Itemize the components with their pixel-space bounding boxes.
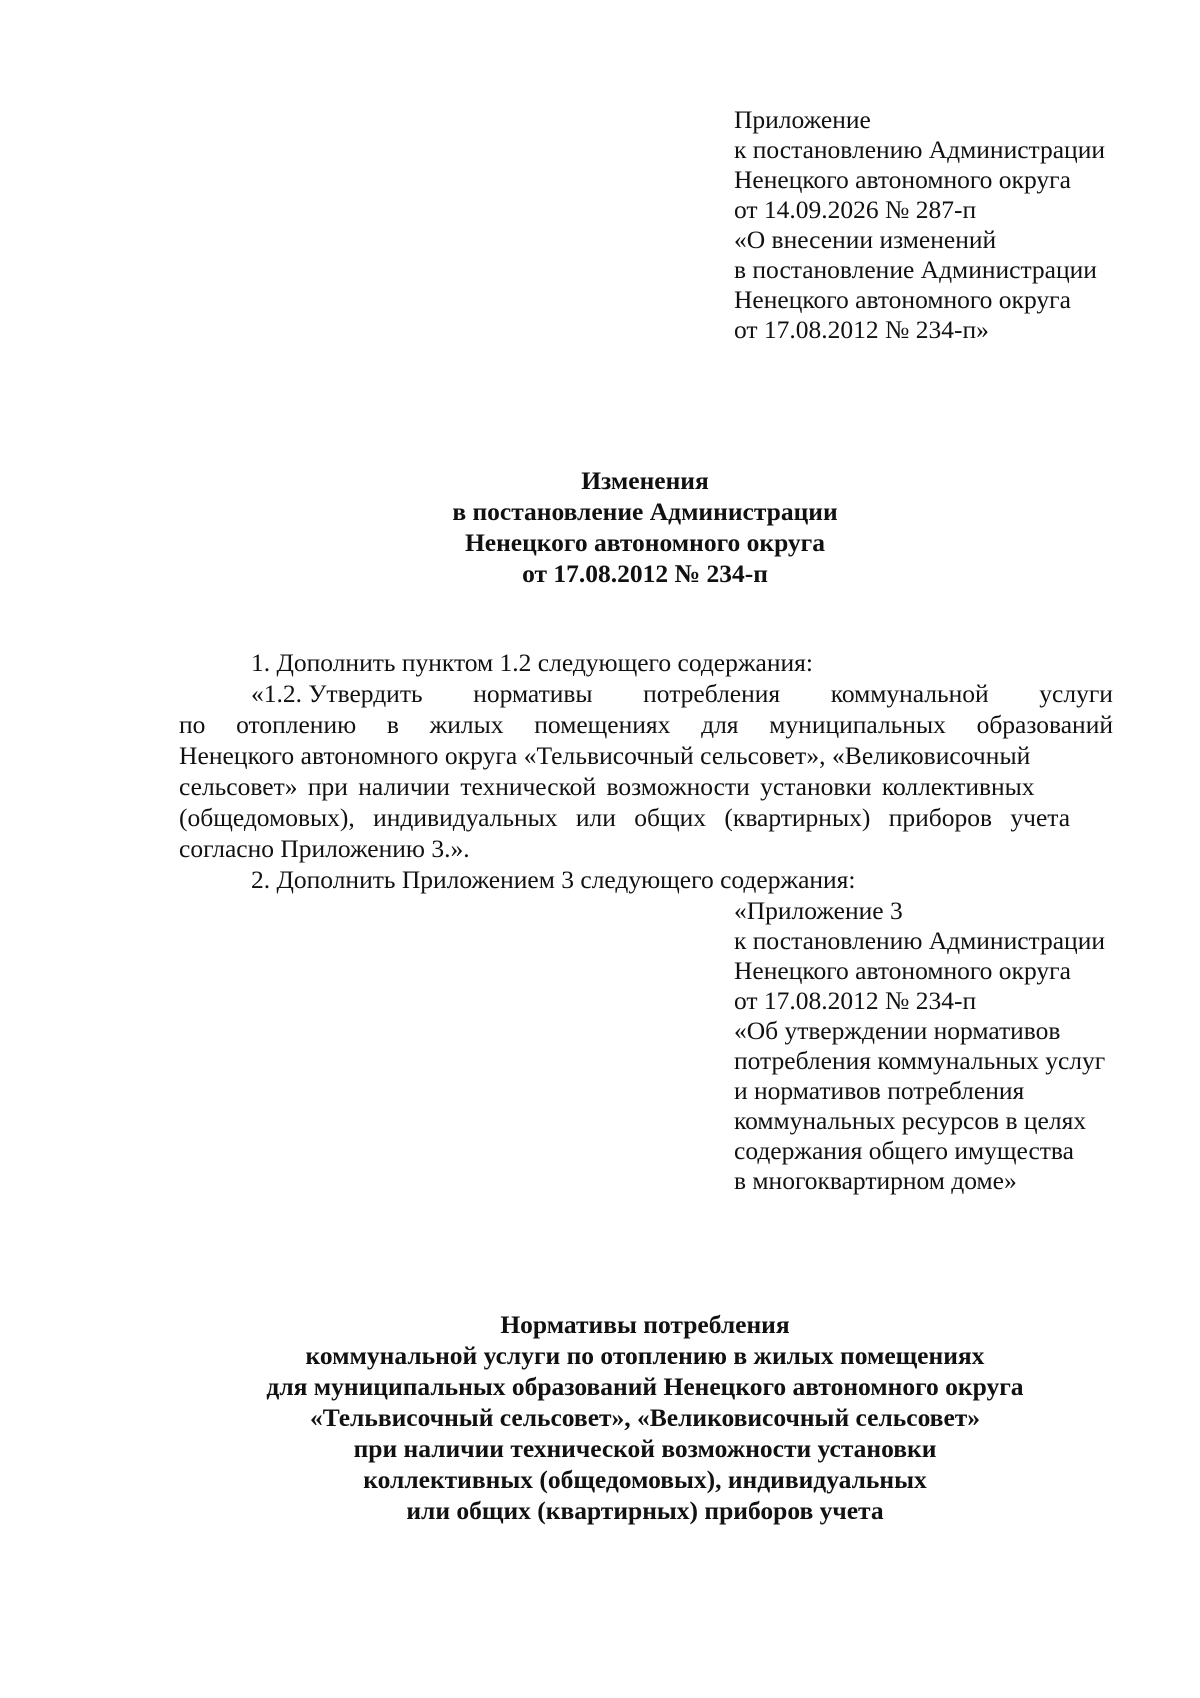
annex-3-line: «Об утверждении нормативов	[734, 1016, 1061, 1045]
word: образований	[976, 710, 1113, 739]
annex-3-line: содержания общего имущества	[734, 1136, 1074, 1165]
word: жилых	[429, 710, 504, 739]
norms-title-line: коллективных (общедомовых), индивидуальных	[363, 1465, 927, 1494]
norms-title-line: Нормативы потребления	[500, 1310, 790, 1339]
item-1-2-line: Ненецкого автономного округа «Тельвисочный сельсовет», «Великовисочный	[179, 741, 1031, 770]
annex-3-line: Ненецкого автономного округа	[734, 956, 1071, 985]
annex-3-line: от 17.08.2012 № 234-п	[734, 986, 977, 1015]
header-annex-line: «О внесении изменений	[734, 225, 997, 254]
item-1: 1. Дополнить пунктом 1.2 следующего содержания:	[251, 648, 813, 677]
annex-3-line: в многоквартирном доме»	[734, 1166, 1017, 1195]
word: по	[179, 710, 206, 739]
header-annex-line: от 17.08.2012 № 234-п»	[734, 315, 989, 344]
annex-3-line: к постановлению Администрации	[734, 926, 1105, 955]
changes-title-line: Ненецкого автономного округа	[464, 528, 826, 557]
annex-3-line: «Приложение 3	[734, 896, 903, 925]
word: «1.2. Утвердить	[251, 679, 423, 708]
header-annex-line: к постановлению Администрации	[734, 135, 1105, 164]
header-annex-line: Ненецкого автономного округа	[734, 165, 1071, 194]
norms-title-line: для муниципальных образований Ненецкого автономного округа	[266, 1372, 1024, 1401]
norms-title-line: коммунальной услуги по отоплению в жилых помещениях	[305, 1341, 985, 1370]
changes-title-line: в постановление Администрации	[452, 497, 838, 526]
word: отоплению	[236, 710, 357, 739]
norms-title-line: «Тельвисочный сельсовет», «Великовисочный сельсовет»	[309, 1403, 981, 1432]
changes-title-line: Изменения	[581, 466, 709, 495]
header-annex-line: в постановление Администрации	[734, 255, 1097, 284]
word: муниципальных	[769, 710, 946, 739]
item-1-2-line: (общедомовых), индивидуальных или общих (квартирных) приборов учета	[179, 803, 1071, 832]
header-annex-line: Ненецкого автономного округа	[734, 285, 1071, 314]
item-1-2-line: согласно Приложению 3.».	[179, 834, 470, 863]
item-1-2-line	[179, 710, 1113, 740]
norms-title-line: или общих (квартирных) приборов учета	[406, 1496, 884, 1525]
annex-3-line: коммунальных ресурсов в целях	[734, 1106, 1087, 1135]
word: помещениях	[534, 710, 671, 739]
norms-title-line: при наличии технической возможности установки	[353, 1434, 937, 1463]
header-annex-line: Приложение	[734, 105, 871, 134]
word: для	[701, 710, 739, 739]
item-2: 2. Дополнить Приложением 3 следующего содержания:	[251, 865, 856, 894]
word: нормативы	[473, 679, 593, 708]
item-1-2-line: сельсовет» при наличии технической возможности установки коллективных	[179, 772, 1035, 801]
changes-title-line: от 17.08.2012 № 234-п	[522, 559, 768, 588]
word: коммунальной	[830, 679, 989, 708]
item-1-2-line	[251, 679, 1113, 709]
annex-3-line: и нормативов потребления	[734, 1076, 1025, 1105]
word: в	[386, 710, 399, 739]
word: потребления	[643, 679, 781, 708]
annex-3-line: потребления коммунальных услуг	[734, 1046, 1106, 1075]
header-annex-line: от 14.09.2026 № 287-п	[734, 195, 977, 224]
word: услуги	[1039, 679, 1113, 708]
